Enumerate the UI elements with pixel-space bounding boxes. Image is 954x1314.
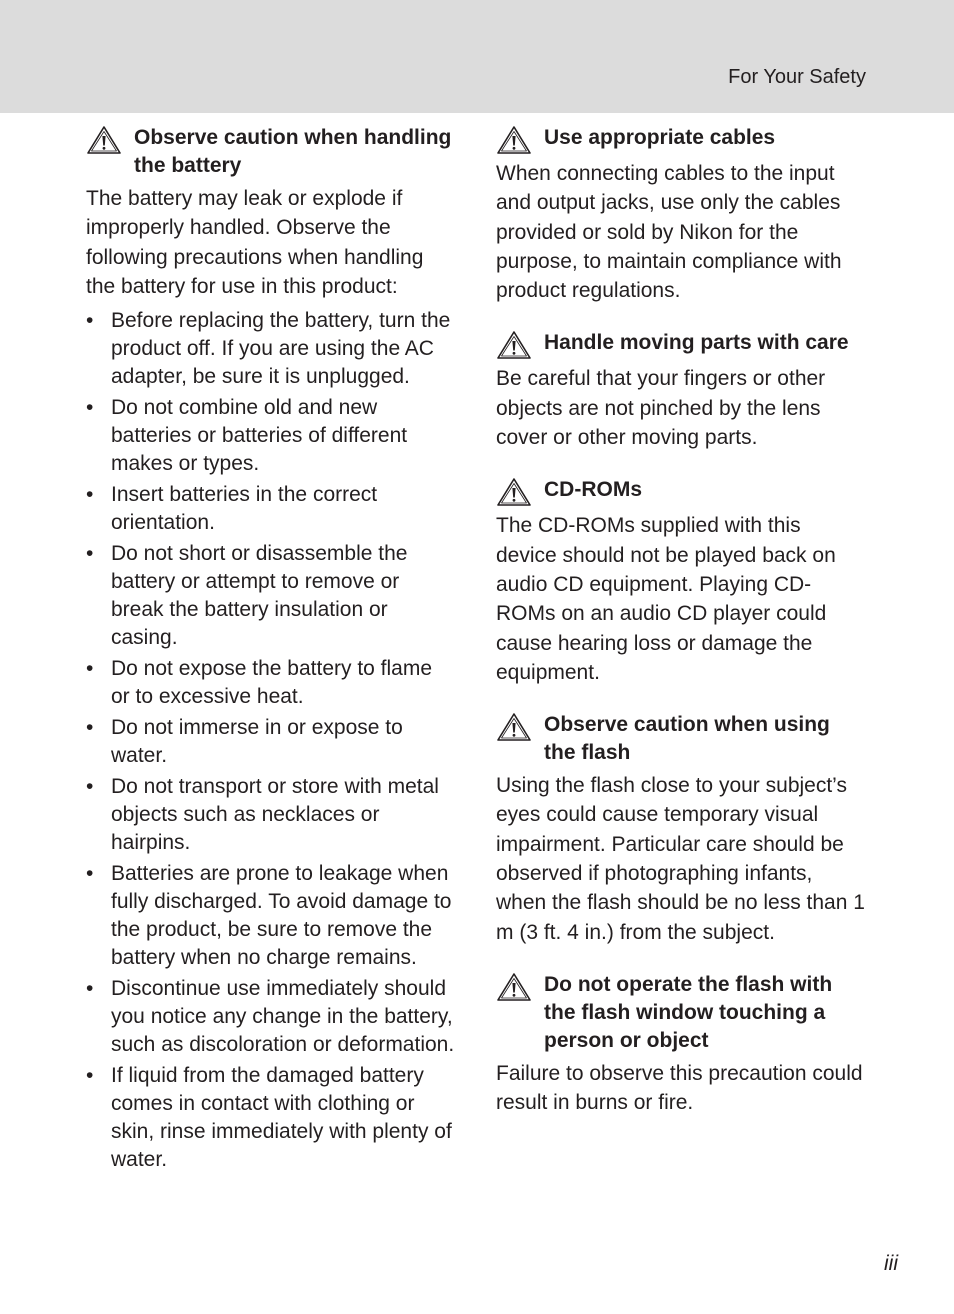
body-moving-parts: Be careful that your fingers or other objects are not pinched by the lens cover or other moving parts.: [496, 367, 826, 450]
battery-precaution-list: [86, 307, 456, 1174]
page-number: iii: [884, 1252, 898, 1275]
page-header: [0, 0, 954, 113]
warning-triangle-icon: [496, 712, 532, 742]
body-flash-caution: Using the flash close to your subject’s eyes could cause temporary visual impairment. Particular care should be observed if photographing infants, when the flash should be no less than 1 m (3 ft. 4 in.) from the subject.: [496, 774, 865, 944]
warning-triangle-icon: [496, 125, 532, 155]
warning-triangle-icon: [496, 972, 532, 1002]
section-heading: [496, 971, 866, 1055]
header-title: For Your Safety: [728, 66, 866, 88]
heading-cd-roms: CD-ROMs: [544, 478, 642, 502]
heading-cables: Use appropriate cables: [544, 126, 776, 149]
warning-triangle-icon: [86, 125, 122, 155]
heading-moving-parts: Handle moving parts with care: [544, 331, 849, 355]
body-cd-roms: The CD-ROMs supplied with this device should not be played back on audio CD equipment. Playing CD-ROMs on an audio CD player could cause hearing loss or damage the equipment.: [496, 514, 836, 684]
warning-triangle-icon: [496, 477, 532, 507]
list-item: • Do not expose the battery to flame or to excessive heat.: [86, 655, 456, 711]
list-item: • Do not immerse in or expose to water.: [86, 714, 456, 770]
body-cables: When connecting cables to the input and output jacks, use only the cables provided or sold by Nikon for the purpose, to maintain compliance with product regulations.: [496, 162, 842, 303]
heading-flash-window: Do not operate the flash with the flash window touching a person or object: [544, 972, 833, 1052]
section-cd-roms: [496, 476, 866, 687]
list-item: • Do not transport or store with metal objects such as necklaces or hairpins.: [86, 773, 456, 857]
body-battery: The battery may leak or explode if improperly handled. Observe the following precautions when handling the battery for use in this product:: [86, 187, 424, 298]
section-heading: [496, 124, 866, 155]
section-heading: [86, 124, 456, 180]
left-column: [86, 124, 456, 1198]
warning-triangle-icon: [496, 330, 532, 360]
list-item: • Discontinue use immediately should you notice any change in the battery, such as discoloration or deformation.: [86, 975, 456, 1059]
section-flash-window: [496, 971, 866, 1118]
section-battery: [86, 124, 456, 1174]
heading-flash-caution: Observe caution when using the flash: [544, 713, 830, 765]
body-flash-window: Failure to observe this precaution could result in burns or fire.: [496, 1061, 863, 1115]
section-flash-caution: [496, 711, 866, 947]
section-moving-parts: [496, 329, 866, 452]
right-column: [496, 124, 866, 1142]
section-heading: [496, 711, 866, 767]
section-heading: [496, 329, 866, 360]
list-item: • Insert batteries in the correct orientation.: [86, 481, 456, 537]
list-item: • If liquid from the damaged battery comes in contact with clothing or skin, rinse immediately with plenty of water.: [86, 1062, 456, 1174]
list-item: • Do not short or disassemble the battery or attempt to remove or break the battery insulation or casing.: [86, 540, 456, 652]
list-item: • Batteries are prone to leakage when fully discharged. To avoid damage to the product, be sure to remove the battery when no charge remains.: [86, 860, 456, 972]
section-cables: [496, 124, 866, 305]
section-heading: [496, 476, 866, 507]
list-item: • Do not combine old and new batteries or batteries of different makes or types.: [86, 394, 456, 478]
heading-battery: Observe caution when handling the battery: [134, 126, 452, 177]
list-item: • Before replacing the battery, turn the product off. If you are using the AC adapter, be sure it is unplugged.: [86, 307, 456, 391]
